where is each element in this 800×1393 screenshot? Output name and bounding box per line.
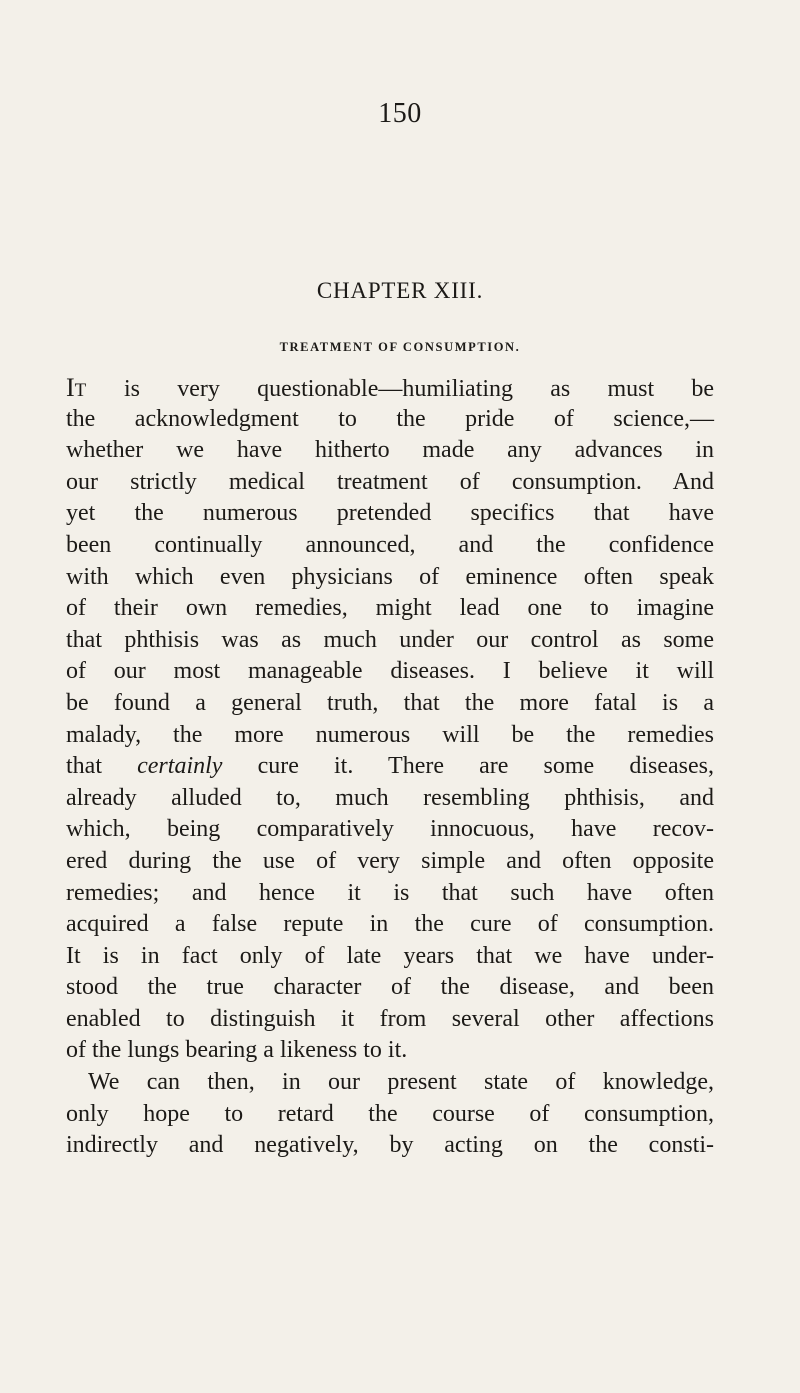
text-fragment: cure it. There are some diseases, [222, 753, 714, 780]
text-line: of their own remedies, might lead one to imagine [66, 595, 714, 622]
text-line: stood the true character of the disease, and been [66, 974, 714, 1001]
text-line: our strictly medical treatment of consumption. And [66, 468, 714, 495]
text-line: that phthisis was as much under our control as some [66, 626, 714, 653]
emphasis-text: certainly [137, 753, 223, 780]
chapter-title: CHAPTER XIII. [316, 278, 484, 303]
text-line: ered during the use of very simple and often opposite [66, 847, 714, 874]
text-fragment: that [66, 753, 138, 780]
text-line: We can then, in our present state of knowledge, [88, 1069, 714, 1096]
text-line: acquired a false repute in the cure of consumption. [66, 911, 714, 938]
page-number: 150 [378, 98, 422, 129]
text-line: only hope to retard the course of consumption, [66, 1100, 714, 1127]
text-line: been continually announced, and the confidence [66, 531, 714, 558]
text-line: with which even physicians of eminence often speak [66, 563, 714, 590]
text-line: of the lungs bearing a likeness to it. [66, 1037, 408, 1064]
text-line: the acknowledgment to the pride of science,— [66, 405, 714, 432]
text-line: already alluded to, much resembling phthisis, and [66, 784, 714, 811]
text-line: yet the numerous pretended specifics that have [66, 500, 714, 527]
text-line: malady, the more numerous will be the remedies [66, 721, 714, 748]
text-line-rest: is very questionable—humiliating as must be [86, 376, 714, 402]
text-line: It is in fact only of late years that we have under- [66, 942, 714, 969]
drop-cap: I [66, 373, 75, 402]
text-line: remedies; and hence it is that such have often [66, 879, 714, 906]
text-line: whether we have hitherto made any advances in [66, 437, 714, 464]
small-caps-letter: T [74, 380, 87, 401]
text-line: enabled to distinguish it from several other affections [66, 1005, 714, 1032]
text-line: of our most manageable diseases. I believe it will [66, 658, 714, 685]
text-line [66, 751, 714, 783]
text-line [66, 372, 714, 404]
text-line: which, being comparatively innocuous, have recov- [66, 816, 714, 843]
section-title: TREATMENT OF CONSUMPTION. [279, 340, 521, 354]
text-line: be found a general truth, that the more fatal is a [66, 689, 714, 716]
body-text [66, 372, 714, 1162]
text-line: indirectly and negatively, by acting on the consti- [66, 1132, 714, 1159]
